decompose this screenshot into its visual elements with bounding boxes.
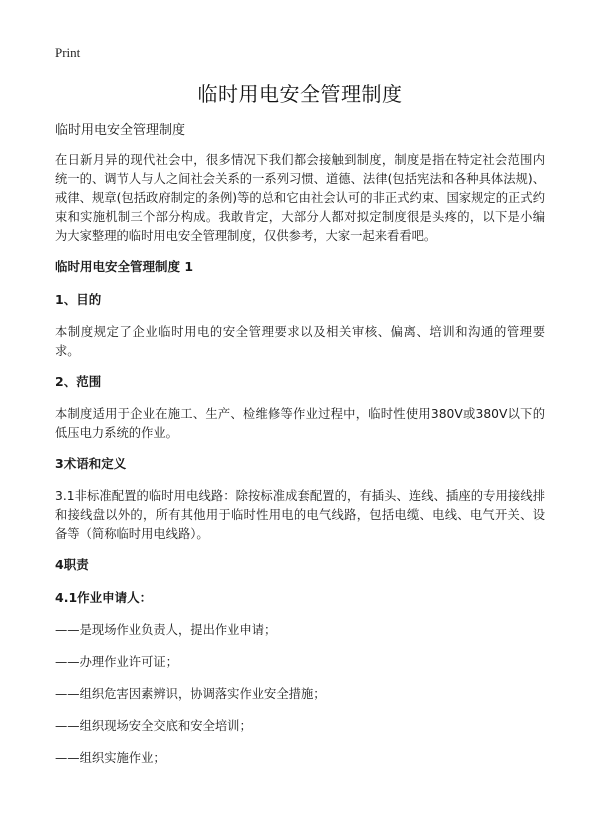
duty-item: ——办理作业许可证； bbox=[55, 655, 178, 669]
heading-scope: 2、范围 bbox=[55, 374, 102, 389]
duty-item: ——组织危害因素辨识，协调落实作业安全措施； bbox=[55, 687, 326, 701]
duty-item: ——是现场作业负责人，提出作业申请； bbox=[55, 623, 277, 637]
heading-purpose: 1、目的 bbox=[55, 292, 102, 307]
print-link[interactable]: Print bbox=[55, 45, 81, 60]
paragraph-terms: 3.1非标准配置的临时用电线路：除按标准成套配置的，有插头、连线、插座的专用接线排和接线盘以外的，所有其他用于临时性用电的电气线路，包括电缆、电线、电气开关、设备等（简称临时用电线路）。 bbox=[55, 489, 545, 541]
duty-item: ——组织实施作业； bbox=[55, 751, 166, 765]
document-title: 临时用电安全管理制度 bbox=[197, 82, 403, 106]
paragraph-purpose: 本制度规定了企业临时用电的安全管理要求以及相关审核、偏离、培训和沟通的管理要求。 bbox=[55, 325, 545, 358]
section-title: 临时用电安全管理制度 1 bbox=[55, 259, 194, 274]
paragraph-scope: 本制度适用于企业在施工、生产、检维修等作业过程中，临时性使用380V或380V以下的低压电力系统的作业。 bbox=[55, 407, 545, 440]
heading-terms: 3术语和定义 bbox=[55, 456, 127, 471]
document-subtitle: 临时用电安全管理制度 bbox=[55, 123, 186, 138]
heading-applicant: 4.1作业申请人： bbox=[55, 590, 153, 605]
heading-duties: 4职责 bbox=[55, 557, 89, 572]
duty-item: ——组织现场安全交底和安全培训； bbox=[55, 719, 252, 733]
intro-paragraph: 在日新月异的现代社会中，很多情况下我们都会接触到制度，制度是指在特定社会范围内统一的、调节人与人之间社会关系的一系列习惯、道德、法律(包括宪法和各种具体法规)、戒律、规章(包括政府制定的条例)等的总和它由社会认可的非正式约束、国家规定的正式约束和实施机制三个部分构成。我敢肯定，大部分人都对拟定制度很是头疼的，以下是小编为大家整理的临时用电安全管理制度，仅供参考，大家一起来看看吧。 bbox=[55, 153, 545, 243]
document-body bbox=[55, 121, 545, 781]
